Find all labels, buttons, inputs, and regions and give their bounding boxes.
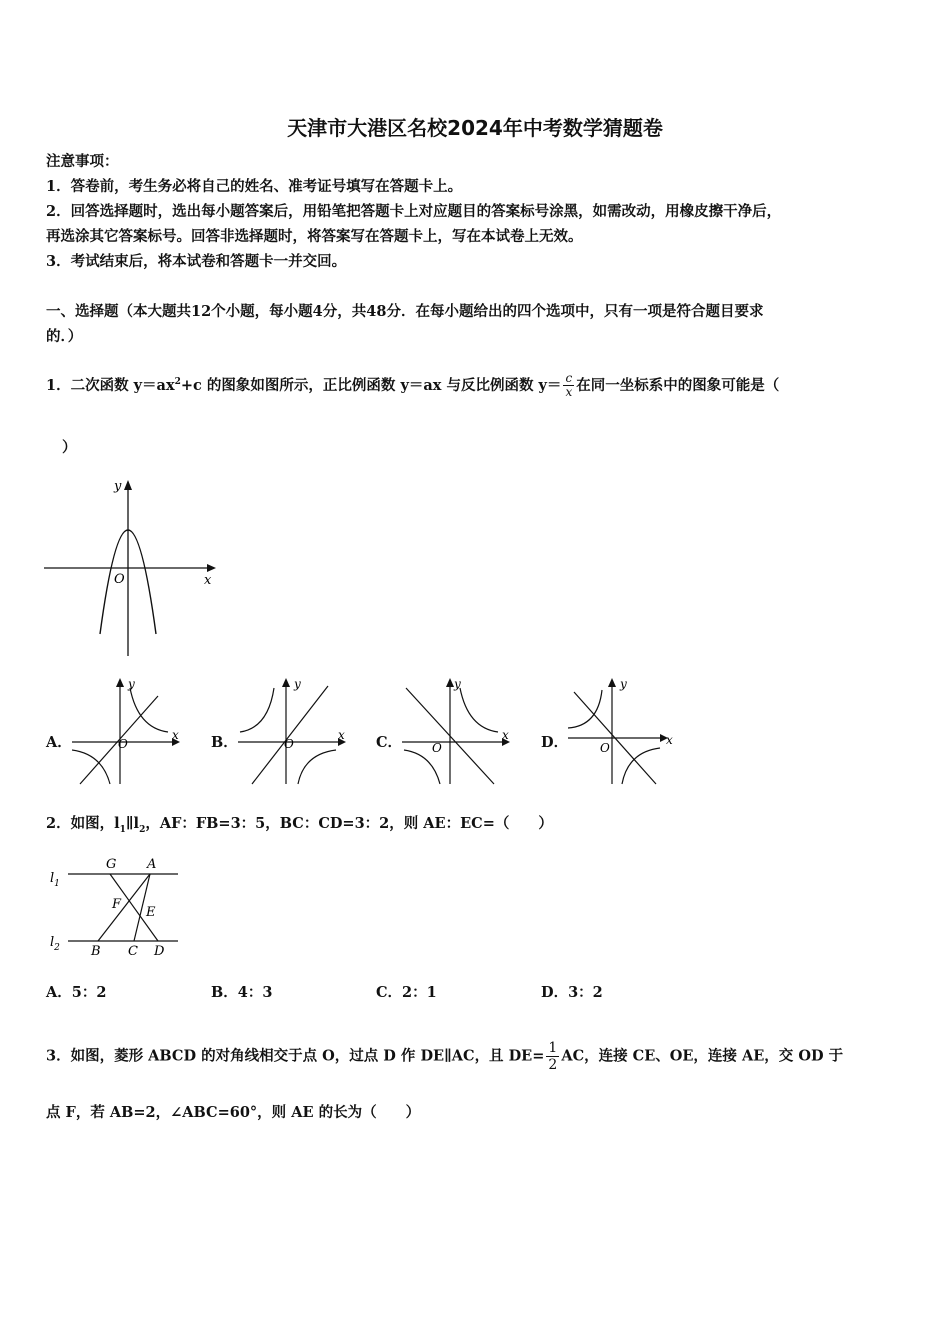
q1-option-b-graph[interactable] [238, 676, 348, 786]
notice-item-2a: 2．回答选择题时，选出每小题答案后，用铅笔把答题卡上对应题目的答案标号涂黑，如需改动，用橡皮擦干净后， [46, 203, 782, 220]
notice-item-3: 3．考试结束后，将本试卷和答题卡一并交回。 [46, 253, 347, 270]
q2-label-A: A [147, 857, 157, 872]
question-3-stem-line2: 点 F，若 AB=2，∠ABC=60°，则 AE 的长为（ ） [46, 1104, 421, 1121]
q2-label-E: E [146, 905, 156, 920]
d-hyperbola-upper [568, 690, 602, 728]
notice-item-1: 1．答卷前，考生务必将自己的姓名、准考证号填写在答题卡上。 [46, 178, 463, 195]
q2-text-a: 2．如图，l [46, 815, 120, 832]
q2-label-l2: $l_2$ [50, 935, 60, 953]
q2-sub1: 1 [119, 824, 126, 835]
a-hyperbola-lower [72, 750, 110, 784]
a-origin-label: O [118, 737, 128, 751]
q3-text-a: 3．如图，菱形 ABCD 的对角线相交于点 O，过点 D 作 DE∥AC，且 DE= [46, 1047, 545, 1065]
section-heading-line2: 的．） [46, 328, 83, 345]
q1-prefix: 1．二次函数 y＝ax [46, 376, 175, 394]
c-y-label: y [454, 677, 461, 691]
q1-mid: +c 的图象如图所示，正比例函数 y＝ax 与反比例函数 y＝ [180, 376, 562, 394]
b-y-arrow [282, 678, 290, 687]
a-y-arrow [116, 678, 124, 687]
q1-suffix: 在同一坐标系中的图象可能是（ [576, 376, 780, 394]
q1-fig-y-label: y [114, 479, 122, 494]
q1-option-a-label[interactable]: A． [46, 734, 72, 751]
b-origin-label: O [284, 737, 294, 751]
c-x-label: x [502, 728, 509, 742]
q1-x-arrow [207, 564, 216, 572]
q1-parabola-figure [44, 476, 219, 658]
b-proportional-line [252, 686, 328, 784]
q2-label-C: C [128, 944, 138, 959]
q3-text-b: AC，连接 CE、OE，连接 AE，交 OD 于 [561, 1047, 844, 1065]
question-3-stem-line1 [46, 1040, 843, 1073]
q2-option-d[interactable]: D．3：2 [541, 984, 603, 1001]
q2-label-B: B [91, 944, 101, 959]
q3-frac-num: 1 [548, 1040, 558, 1056]
q1-option-c-label[interactable]: C． [376, 734, 403, 751]
d-hyperbola-lower [622, 748, 660, 784]
q1-frac-den: x [565, 385, 573, 400]
page-title: 天津市大港区名校2024年中考数学猜题卷 [287, 116, 663, 140]
q3-fraction [546, 1040, 559, 1073]
q1-option-d-label[interactable]: D． [541, 734, 569, 751]
q2-text-b: ∥l [125, 815, 140, 832]
d-x-label: x [666, 733, 673, 747]
b-hyperbola-lower [298, 750, 336, 784]
q2-text-c: ，AF：FB=3：5，BC：CD=3：2，则 AE：EC=（ ） [145, 815, 553, 832]
q2-label-D: D [154, 944, 165, 959]
q2-label-l1: $l_1$ [50, 871, 60, 889]
notice-heading: 注意事项： [46, 153, 119, 170]
a-y-label: y [128, 677, 135, 691]
q2-label-F: F [112, 897, 122, 912]
a-x-label: x [172, 728, 179, 742]
q1-option-d-graph[interactable] [568, 676, 680, 786]
d-y-arrow [608, 678, 616, 687]
q2-sub2: 2 [139, 824, 146, 835]
q2-parallel-lines-figure [46, 856, 182, 960]
q1-fig-x-label: x [204, 573, 212, 588]
a-hyperbola-upper [130, 688, 168, 732]
q1-close-paren: ） [62, 439, 77, 456]
d-y-label: y [620, 677, 627, 691]
b-hyperbola-upper [240, 688, 274, 732]
notice-item-2b: 再选涂其它答案标号。回答非选择题时，将答案写在答题卡上，写在本试卷上无效。 [46, 228, 583, 245]
b-x-label: x [338, 728, 345, 742]
q1-option-a-graph[interactable] [72, 676, 182, 786]
question-1-stem [46, 372, 779, 399]
q1-exponent: 2 [174, 377, 181, 387]
section-heading-line1: 一、选择题（本大题共12个小题，每小题4分，共48分．在每小题给出的四个选项中，只有一项是符合题目要求 [46, 303, 764, 320]
q1-frac-num: c [563, 372, 574, 386]
q2-option-c[interactable]: C．2：1 [376, 984, 437, 1001]
c-hyperbola-upper [460, 688, 498, 732]
q3-frac-den: 2 [548, 1057, 558, 1073]
q1-fraction [563, 372, 574, 399]
c-hyperbola-lower [404, 750, 440, 784]
q2-option-a[interactable]: A．5：2 [46, 984, 107, 1001]
q1-option-b-label[interactable]: B． [211, 734, 238, 751]
q1-fig-origin-label: O [114, 572, 125, 587]
c-origin-label: O [432, 741, 442, 755]
b-y-label: y [294, 677, 301, 691]
q2-label-G: G [106, 857, 117, 872]
q2-option-b[interactable]: B．4：3 [211, 984, 273, 1001]
c-y-arrow [446, 678, 454, 687]
question-2-stem [46, 814, 553, 840]
d-origin-label: O [600, 741, 610, 755]
q1-option-c-graph[interactable] [402, 676, 514, 786]
q1-y-arrow [124, 480, 132, 490]
